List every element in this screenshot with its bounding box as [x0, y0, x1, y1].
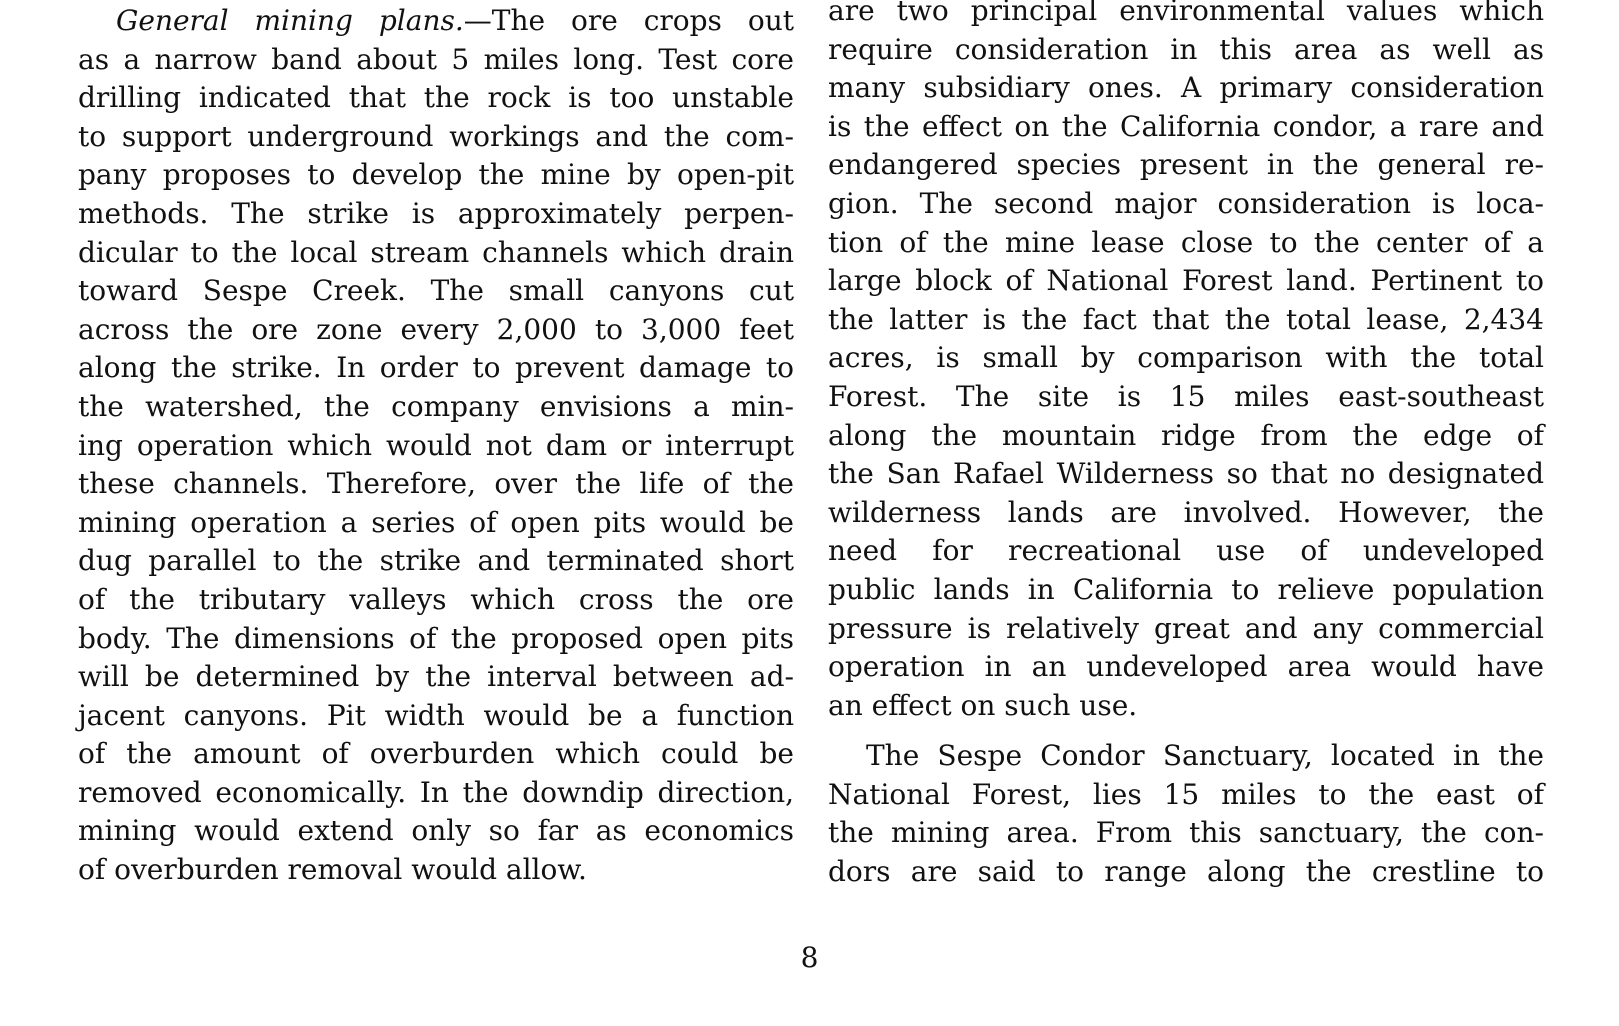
left-first-line — [78, 2, 794, 41]
right-line: endangered species present in the general re- — [828, 148, 1544, 182]
right-line: gion. The second major consideration is loca- — [828, 186, 1544, 220]
left-line: drilling indicated that the rock is too unstable — [78, 81, 794, 115]
left-line: toward Sespe Creek. The small canyons cut — [78, 274, 794, 308]
right-line: need for recreational use of undeveloped — [828, 534, 1544, 568]
right-line: pressure is relatively great and any commercial — [828, 611, 1544, 645]
left-line: dug parallel to the strike and terminated short — [78, 544, 794, 578]
left-line: mining operation a series of open pits would be — [78, 505, 794, 539]
left-line: the watershed, the company envisions a min- — [78, 389, 794, 423]
right-line: is the effect on the California condor, a rare and — [828, 109, 1544, 143]
right-line: large block of National Forest land. Pertinent to — [828, 264, 1544, 298]
paragraph-gap — [828, 725, 1544, 737]
right-line: dors are said to range along the crestline to — [828, 855, 1544, 889]
right-line: tion of the mine lease close to the center of a — [828, 225, 1544, 259]
right-line: the San Rafael Wilderness so that no designated — [828, 457, 1544, 491]
right-line: wilderness lands are involved. However, the — [828, 495, 1544, 529]
left-line: to support underground workings and the com- — [78, 119, 794, 153]
left-line: will be determined by the interval between ad- — [78, 660, 794, 694]
left-line: methods. The strike is approximately perpen- — [78, 196, 794, 230]
right-line: National Forest, lies 15 miles to the east of — [828, 777, 1544, 811]
left-line: mining would extend only so far as economics — [78, 814, 794, 848]
right-line: an effect on such use. — [828, 688, 1138, 722]
left-line: these channels. Therefore, over the life of the — [78, 467, 794, 501]
left-line: jacent canyons. Pit width would be a function — [78, 698, 794, 732]
right-column — [828, 0, 1544, 892]
right-line: acres, is small by comparison with the total — [828, 341, 1544, 375]
first-line-text: —The ore crops out — [463, 4, 795, 37]
left-line: of the tributary valleys which cross the ore — [78, 582, 794, 616]
left-line: pany proposes to develop the mine by open-pit — [78, 158, 794, 192]
right-line: operation in an undeveloped area would have — [828, 650, 1544, 684]
left-line: ing operation which would not dam or interrupt — [78, 428, 794, 462]
left-line: removed economically. In the downdip direction, — [78, 775, 794, 809]
left-line: of the amount of overburden which could be — [78, 737, 794, 771]
right-line: The Sespe Condor Sanctuary, located in the — [866, 739, 1544, 773]
right-line: the mining area. From this sanctuary, the con- — [828, 816, 1544, 850]
left-line: dicular to the local stream channels which drain — [78, 235, 794, 269]
right-line: require consideration in this area as well as — [828, 32, 1544, 66]
right-line: Forest. The site is 15 miles east-southeast — [828, 379, 1544, 413]
left-column — [78, 2, 794, 890]
left-line: body. The dimensions of the proposed open pits — [78, 621, 794, 655]
right-line: public lands in California to relieve population — [828, 572, 1544, 606]
right-line: are two principal environmental values which — [828, 0, 1544, 27]
right-line: many subsidiary ones. A primary consideration — [828, 71, 1544, 105]
left-line: of overburden removal would allow. — [78, 853, 587, 887]
page-number: 8 — [800, 941, 819, 974]
section-heading: General mining plans. — [116, 4, 464, 37]
left-line: across the ore zone every 2,000 to 3,000 feet — [78, 312, 794, 346]
right-line: along the mountain ridge from the edge of — [828, 418, 1544, 452]
right-line: the latter is the fact that the total lease, 2,434 — [828, 302, 1544, 336]
left-line: along the strike. In order to prevent damage to — [78, 351, 794, 385]
left-line: as a narrow band about 5 miles long. Test core — [78, 42, 794, 76]
